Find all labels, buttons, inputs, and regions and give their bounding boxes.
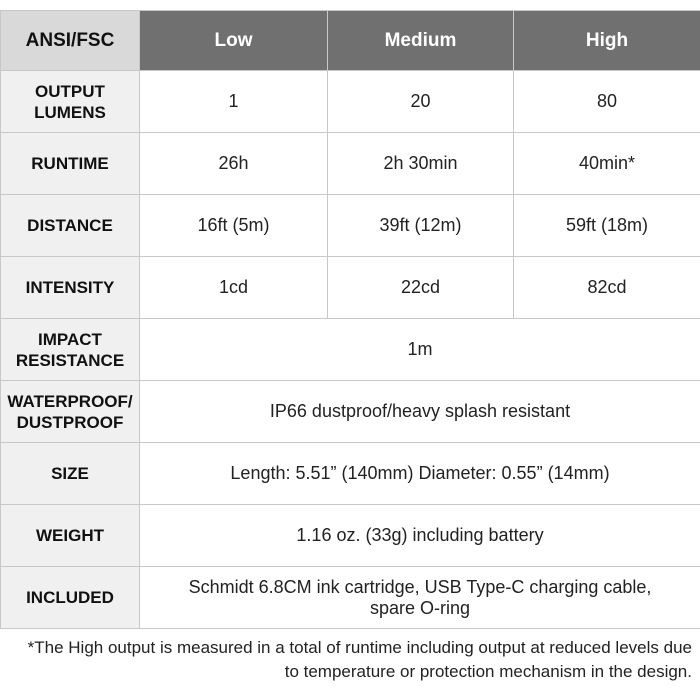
cell-medium: 20 bbox=[328, 71, 514, 133]
row-label bbox=[1, 71, 140, 133]
row-size bbox=[1, 443, 700, 505]
cell-medium: 2h 30min bbox=[328, 133, 514, 195]
row-distance bbox=[1, 195, 700, 257]
row-runtime bbox=[1, 133, 700, 195]
cell-low: 1cd bbox=[140, 257, 328, 319]
row-output-lumens bbox=[1, 71, 700, 133]
row-label bbox=[1, 381, 140, 443]
cell-span: 1.16 oz. (33g) including battery bbox=[140, 505, 700, 567]
cell-medium: 39ft (12m) bbox=[328, 195, 514, 257]
cell-span: Schmidt 6.8CM ink cartridge, USB Type-C charging cable, spare O-ring bbox=[140, 567, 700, 629]
row-intensity bbox=[1, 257, 700, 319]
row-label bbox=[1, 133, 140, 195]
row-label-text: INCLUDED bbox=[26, 588, 114, 607]
header-high: High bbox=[514, 11, 700, 71]
row-label bbox=[1, 505, 140, 567]
cell-low: 1 bbox=[140, 71, 328, 133]
row-label bbox=[1, 567, 140, 629]
row-label-text: SIZE bbox=[51, 464, 89, 483]
row-label bbox=[1, 443, 140, 505]
row-label bbox=[1, 257, 140, 319]
spec-table bbox=[0, 10, 700, 629]
row-label bbox=[1, 195, 140, 257]
row-label-text: RUNTIME bbox=[31, 154, 109, 173]
cell-high: 40min* bbox=[514, 133, 700, 195]
row-label bbox=[1, 319, 140, 381]
cell-high: 59ft (18m) bbox=[514, 195, 700, 257]
cell-high: 82cd bbox=[514, 257, 700, 319]
row-label-text: DISTANCE bbox=[27, 216, 113, 235]
header-medium: Medium bbox=[328, 11, 514, 71]
footnote: *The High output is measured in a total of runtime including output at reduced levels due to temperature or protection mechanism in the design. bbox=[27, 638, 692, 681]
row-label-text: IMPACT RESISTANCE bbox=[15, 329, 125, 370]
cell-low: 26h bbox=[140, 133, 328, 195]
cell-span: IP66 dustproof/heavy splash resistant bbox=[140, 381, 700, 443]
row-label-text: OUTPUT LUMENS bbox=[34, 81, 106, 122]
row-weight bbox=[1, 505, 700, 567]
cell-span: 1m bbox=[140, 319, 700, 381]
cell-low: 16ft (5m) bbox=[140, 195, 328, 257]
cell-medium: 22cd bbox=[328, 257, 514, 319]
row-label-text: WATERPROOF/ DUSTPROOF bbox=[7, 391, 133, 432]
cell-span: Length: 5.51” (140mm) Diameter: 0.55” (14mm) bbox=[140, 443, 700, 505]
header-low: Low bbox=[140, 11, 328, 71]
cell-high: 80 bbox=[514, 71, 700, 133]
row-included bbox=[1, 567, 700, 629]
row-label-text: INTENSITY bbox=[25, 278, 115, 297]
row-impact-resistance bbox=[1, 319, 700, 381]
row-label-text: WEIGHT bbox=[36, 526, 104, 545]
header-row bbox=[1, 11, 700, 71]
header-corner: ANSI/FSC bbox=[1, 11, 140, 71]
row-waterproof-dustproof bbox=[1, 381, 700, 443]
